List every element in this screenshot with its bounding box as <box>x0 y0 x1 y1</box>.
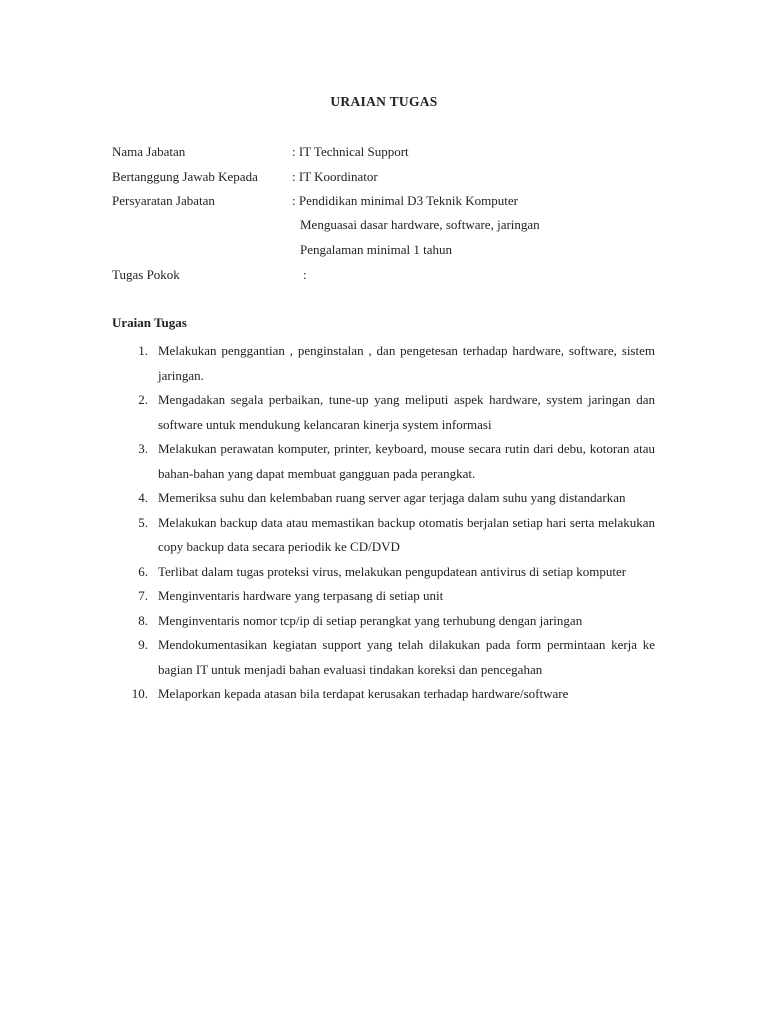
info-value: : <box>303 267 307 282</box>
list-item <box>0 388 768 437</box>
list-item <box>0 486 768 511</box>
list-text: Melaporkan kepada atasan bila terdapat kerusakan terhadap hardware/software <box>158 686 569 701</box>
list-item <box>0 633 768 682</box>
list-text: Melakukan perawatan komputer, printer, keyboard, mouse secara rutin dari debu, kotoran atau bahan-bahan yang dapat membuat gangguan pada perangkat. <box>158 441 655 481</box>
list-text: Melakukan backup data atau memastikan backup otomatis berjalan setiap hari serta melakukan copy backup data secara periodik ke CD/DVD <box>158 514 655 554</box>
list-item <box>0 609 768 634</box>
list-number: 6. <box>138 563 148 579</box>
info-label: Persyaratan Jabatan <box>112 193 215 208</box>
list-number: 5. <box>138 514 148 530</box>
list-number: 7. <box>138 588 148 603</box>
list-text: Terlibat dalam tugas proteksi virus, melakukan pengupdatean antivirus di setiap komputer <box>158 563 627 579</box>
list-number: 8. <box>138 612 148 628</box>
list-text: Memeriksa suhu dan kelembaban ruang server agar terjaga dalam suhu yang distandarkan <box>158 490 626 505</box>
info-value: : IT Koordinator <box>292 169 378 184</box>
list-number: 2. <box>138 392 148 407</box>
list-number: 3. <box>138 441 148 456</box>
list-number: 9. <box>138 637 148 652</box>
task-list <box>0 339 768 707</box>
list-text: Mendokumentasikan kegiatan support yang telah dilakukan pada form permintaan kerja ke bagian IT untuk menjadi bahan evaluasi tindakan koreksi dan pencegahan <box>158 637 655 677</box>
list-item <box>0 511 768 560</box>
list-text: Mengadakan segala perbaikan, tune-up yang meliputi aspek hardware, system jaringan dan software untuk mendukung kelancaran kinerja system informasi <box>158 392 655 432</box>
list-item <box>0 584 768 609</box>
list-text: Melakukan penggantian , penginstalan , dan pengetesan terhadap hardware, software, sistem jaringan. <box>158 343 655 383</box>
info-value: : IT Technical Support <box>292 144 409 159</box>
info-label: Tugas Pokok <box>112 267 180 282</box>
list-item <box>0 437 768 486</box>
document-title: URAIAN TUGAS <box>330 94 438 109</box>
list-text: Menginventaris hardware yang terpasang di setiap unit <box>158 588 444 603</box>
section-heading: Uraian Tugas <box>112 315 187 330</box>
list-item <box>0 682 768 707</box>
list-number: 10. <box>131 686 148 701</box>
requirement-line: Pengalaman minimal 1 tahun <box>300 242 452 257</box>
list-item <box>0 560 768 585</box>
list-number: 4. <box>138 490 148 505</box>
info-label: Bertanggung Jawab Kepada <box>112 169 258 184</box>
info-label: Nama Jabatan <box>112 144 186 159</box>
requirement-line: Menguasai dasar hardware, software, jaringan <box>300 217 540 232</box>
list-number: 1. <box>138 343 148 358</box>
list-text: Menginventaris nomor tcp/ip di setiap perangkat yang terhubung dengan jaringan <box>158 612 583 628</box>
list-item <box>0 339 768 388</box>
info-value: : Pendidikan minimal D3 Teknik Komputer <box>292 193 518 208</box>
